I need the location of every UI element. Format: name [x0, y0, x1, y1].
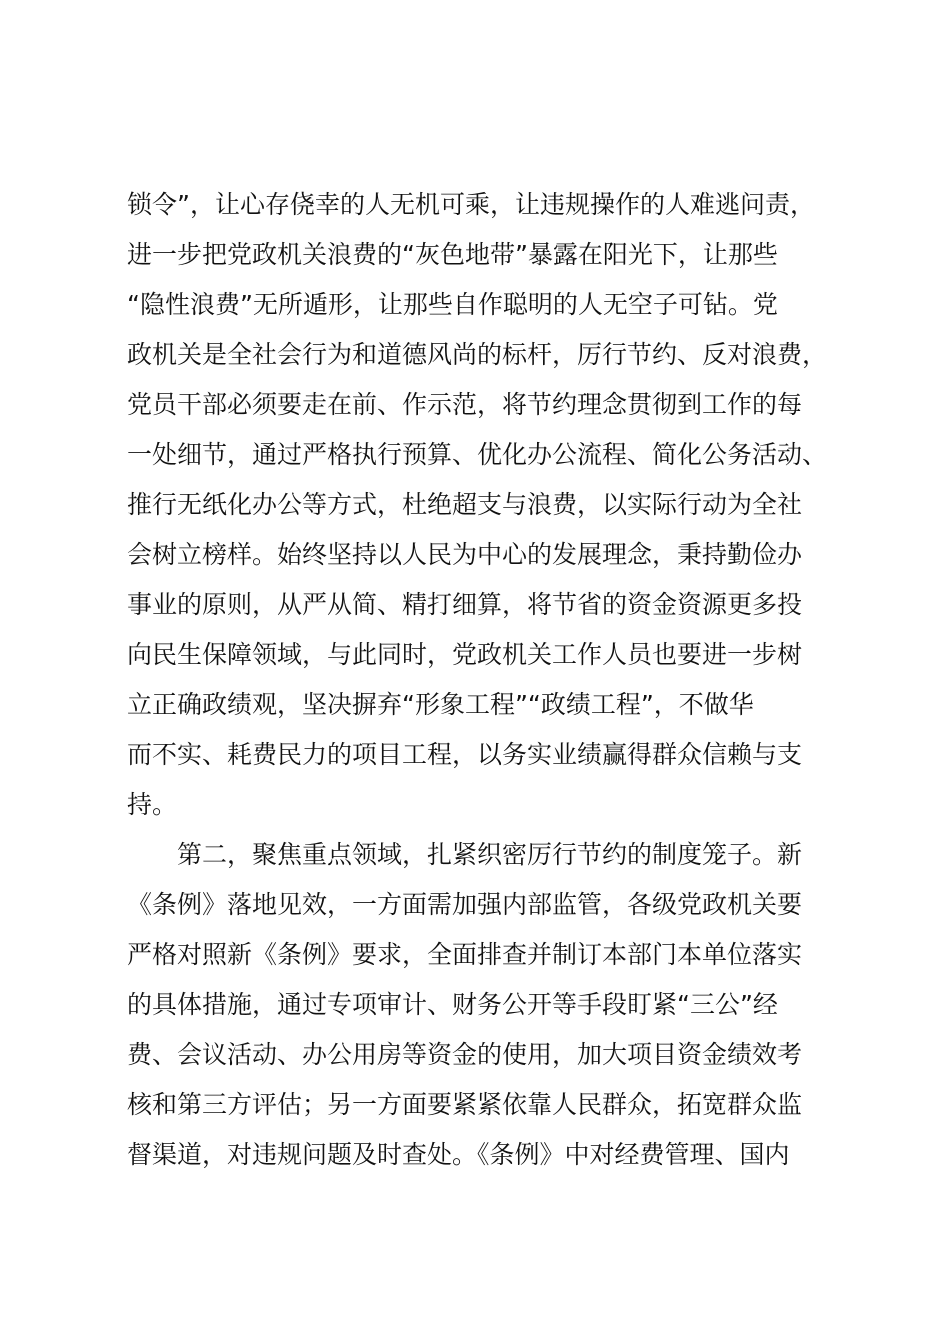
body-text: [127, 180, 857, 1180]
text-line: 《条例》落地见效，一方面需加强内部监管，各级党政机关要: [127, 890, 803, 919]
text-line: 党员干部必须要走在前、作示范，将节约理念贯彻到工作的每: [127, 390, 803, 419]
paragraph-start-line: 第二，聚焦重点领域，扎紧织密厉行节约的制度笼子。新: [127, 840, 803, 869]
text-line: 督渠道，对违规问题及时查处。《条例》中对经费管理、国内: [127, 1140, 790, 1169]
text-line: 推行无纸化办公等方式，杜绝超支与浪费，以实际行动为全社: [127, 490, 803, 519]
text-line: “隐性浪费”无所遁形，让那些自作聪明的人无空子可钻。党: [127, 290, 778, 319]
text-line: 立正确政绩观，坚决摒弃“形象工程”“政绩工程”，不做华: [127, 690, 754, 719]
text-line: 的具体措施，通过专项审计、财务公开等手段盯紧“三公”经: [127, 990, 778, 1019]
text-line: 核和第三方评估；另一方面要紧紧依靠人民群众，拓宽群众监: [127, 1090, 803, 1119]
text-line: 向民生保障领域，与此同时，党政机关工作人员也要进一步树: [127, 640, 803, 669]
text-line: 会树立榜样。始终坚持以人民为中心的发展理念，秉持勤俭办: [127, 540, 803, 569]
text-line: 一处细节，通过严格执行预算、优化办公流程、简化公务活动、: [127, 440, 828, 469]
text-line: 进一步把党政机关浪费的“灰色地带”暴露在阳光下，让那些: [127, 240, 778, 269]
text-line: 持。: [127, 790, 178, 819]
text-line: 政机关是全社会行为和道德风尚的标杆，厉行节约、反对浪费，: [127, 340, 828, 369]
text-line: 费、会议活动、办公用房等资金的使用，加大项目资金绩效考: [127, 1040, 803, 1069]
text-line: 锁令”，让心存侥幸的人无机可乘，让违规操作的人难逃问责，: [127, 190, 815, 219]
text-line: 事业的原则，从严从简、精打细算，将节省的资金资源更多投: [127, 590, 803, 619]
text-line: 严格对照新《条例》要求，全面排查并制订本部门本单位落实: [127, 940, 803, 969]
text-line: 而不实、耗费民力的项目工程，以务实业绩赢得群众信赖与支: [127, 740, 803, 769]
